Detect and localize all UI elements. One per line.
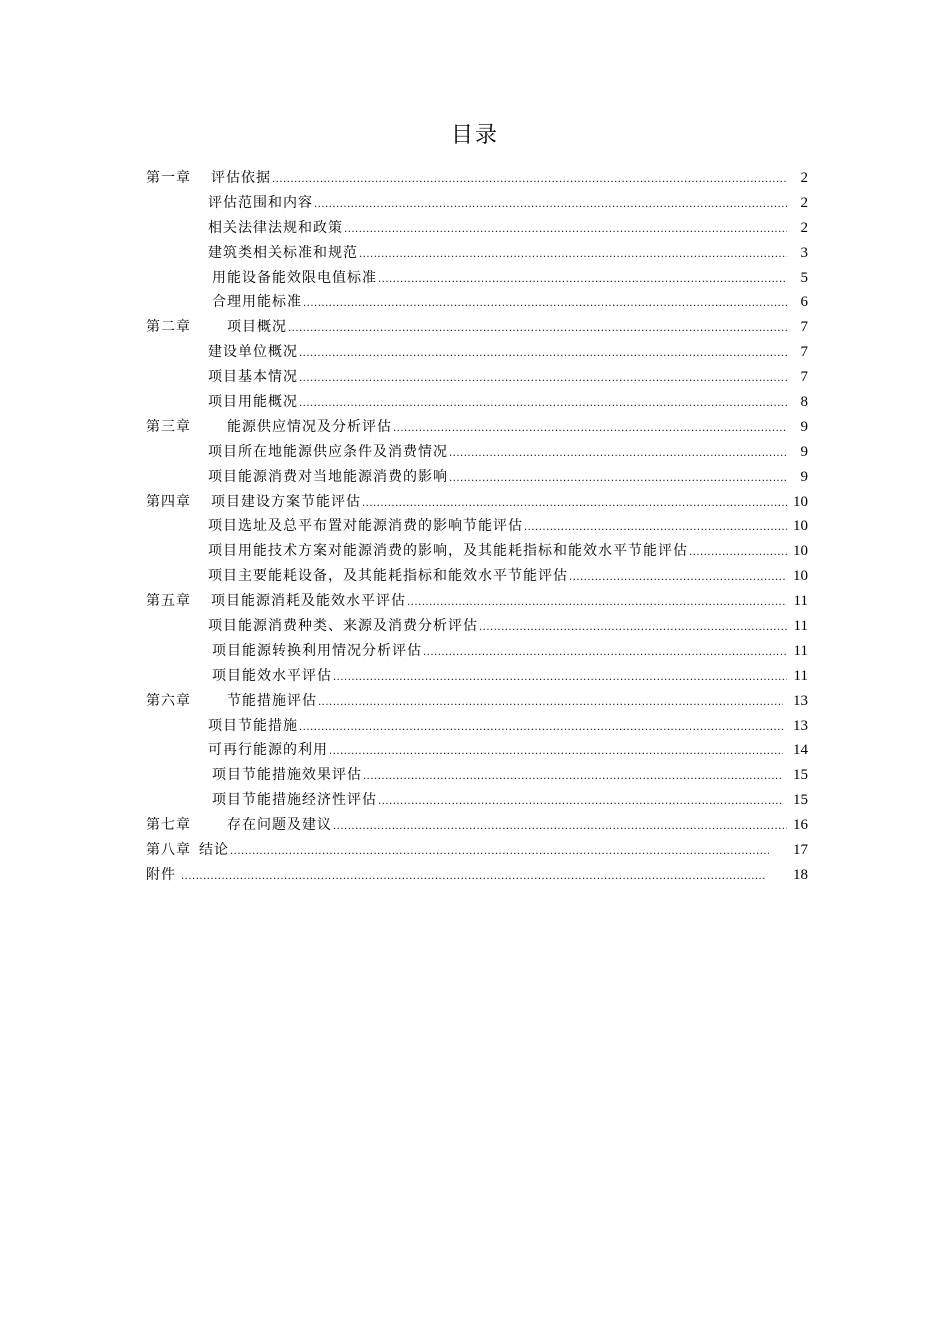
toc-entry[interactable] bbox=[146, 689, 808, 714]
toc-page-number: 14 bbox=[793, 742, 808, 759]
toc-page-number: 7 bbox=[800, 319, 808, 336]
toc-entry-title: 建设单位概况 bbox=[208, 344, 298, 361]
toc-entry[interactable] bbox=[146, 415, 808, 440]
toc-entry-label bbox=[208, 539, 688, 564]
toc-chapter-number: 第一章 bbox=[146, 170, 191, 186]
toc-entry-title: 项目所在地能源供应条件及消费情况 bbox=[208, 443, 448, 460]
toc-entry-label bbox=[208, 514, 523, 539]
toc-dot-leader bbox=[272, 168, 787, 193]
toc-chapter-number: 第三章 bbox=[146, 418, 191, 435]
toc-page-number: 13 bbox=[793, 717, 808, 734]
toc-entry-label bbox=[146, 315, 287, 340]
toc-dot-leader bbox=[407, 591, 787, 616]
toc-dot-leader bbox=[363, 765, 783, 790]
toc-page-number: 17 bbox=[793, 842, 808, 859]
toc-entry[interactable] bbox=[146, 539, 808, 564]
toc-entry[interactable] bbox=[146, 664, 808, 689]
toc-entry-title: 用能设备能效限电值标准 bbox=[212, 269, 377, 286]
toc-entry[interactable] bbox=[146, 514, 808, 539]
toc-entry-title: 项目能源消费种类、来源及消费分析评估 bbox=[208, 618, 478, 635]
toc-page-number: 6 bbox=[800, 294, 808, 311]
toc-entry[interactable] bbox=[146, 340, 808, 365]
toc-entry-label bbox=[208, 216, 343, 241]
toc-page-number: 15 bbox=[793, 767, 808, 784]
toc-entry-title: 项目基本情况 bbox=[208, 369, 298, 386]
toc-entry[interactable] bbox=[146, 465, 808, 490]
toc-dot-leader bbox=[299, 367, 787, 392]
toc-entry-label bbox=[208, 465, 448, 490]
toc-dot-leader bbox=[479, 616, 787, 641]
toc-entry[interactable] bbox=[146, 763, 808, 788]
toc-entry[interactable] bbox=[146, 589, 808, 614]
toc-entry-label bbox=[208, 564, 568, 589]
toc-dot-leader bbox=[524, 516, 787, 541]
toc-chapter-number: 附件 bbox=[146, 866, 176, 883]
toc-dot-leader bbox=[344, 218, 787, 243]
toc-entry-label bbox=[208, 440, 448, 465]
toc-entry[interactable] bbox=[146, 315, 808, 340]
toc-dot-leader bbox=[299, 716, 783, 741]
toc-chapter-number: 第五章 bbox=[146, 593, 191, 610]
toc-title: 目录 bbox=[450, 123, 499, 148]
toc-entry-label bbox=[208, 714, 298, 739]
toc-entry[interactable] bbox=[146, 440, 808, 465]
toc-page-number: 2 bbox=[800, 170, 808, 186]
toc-entry-title: 项目概况 bbox=[227, 319, 287, 336]
toc-page-number: 13 bbox=[793, 692, 808, 709]
toc-entry[interactable] bbox=[146, 564, 808, 589]
toc-dot-leader bbox=[333, 666, 787, 691]
toc-dot-leader bbox=[359, 243, 787, 268]
toc-chapter-number: 第六章 bbox=[146, 692, 191, 709]
toc-entry-label bbox=[212, 788, 377, 813]
toc-chapter-number: 第二章 bbox=[146, 319, 191, 336]
table-of-contents bbox=[146, 166, 808, 888]
toc-page-number: 10 bbox=[793, 493, 808, 510]
toc-entry-title: 相关法律法规和政策 bbox=[208, 219, 343, 236]
toc-page-number: 11 bbox=[793, 618, 808, 635]
toc-page-number: 7 bbox=[800, 344, 808, 361]
toc-entry[interactable] bbox=[146, 166, 808, 191]
toc-page-number: 10 bbox=[793, 543, 808, 560]
toc-entry[interactable] bbox=[146, 738, 808, 763]
toc-entry[interactable] bbox=[146, 490, 808, 515]
toc-entry-label bbox=[208, 614, 478, 639]
toc-page-number: 8 bbox=[800, 394, 808, 411]
toc-entry-label bbox=[208, 738, 328, 763]
toc-entry-label bbox=[146, 813, 332, 838]
toc-page-number: 9 bbox=[800, 468, 808, 485]
toc-entry-title: 项目能效水平评估 bbox=[212, 667, 332, 684]
toc-entry-title: 项目能源消费对当地能源消费的影响 bbox=[208, 468, 448, 485]
toc-chapter-number: 第四章 bbox=[146, 493, 191, 510]
toc-entry-label bbox=[146, 415, 392, 440]
toc-entry-title: 项目主要能耗设备，及其能耗指标和能效水平节能评估 bbox=[208, 568, 568, 585]
toc-page-number: 15 bbox=[793, 792, 808, 809]
toc-entry[interactable] bbox=[146, 863, 808, 888]
toc-entry[interactable] bbox=[146, 365, 808, 390]
toc-entry[interactable] bbox=[146, 838, 808, 863]
toc-entry-label bbox=[146, 166, 271, 191]
toc-entry[interactable] bbox=[146, 390, 808, 415]
toc-entry-title: 项目能源消耗及能效水平评估 bbox=[211, 593, 406, 610]
toc-entry-title: 结论 bbox=[199, 842, 229, 859]
toc-entry[interactable] bbox=[146, 290, 808, 315]
toc-entry-label bbox=[212, 266, 377, 291]
toc-entry-label bbox=[208, 390, 298, 415]
toc-entry-label bbox=[146, 589, 406, 614]
toc-entry-label bbox=[212, 290, 302, 315]
toc-dot-leader bbox=[288, 317, 787, 342]
toc-page-number: 5 bbox=[800, 269, 808, 286]
toc-entry[interactable] bbox=[146, 216, 808, 241]
toc-entry-label bbox=[146, 689, 317, 714]
toc-page-number: 11 bbox=[793, 593, 808, 610]
toc-entry-label bbox=[208, 340, 298, 365]
toc-dot-leader bbox=[393, 417, 787, 442]
toc-page-number: 10 bbox=[793, 518, 808, 535]
toc-entry-title: 建筑类相关标准和规范 bbox=[208, 244, 358, 261]
toc-entry[interactable] bbox=[146, 813, 808, 838]
toc-entry-title: 评估依据 bbox=[211, 170, 271, 186]
toc-entry[interactable] bbox=[146, 714, 808, 739]
toc-entry-title: 能源供应情况及分析评估 bbox=[227, 418, 392, 435]
toc-dot-leader bbox=[299, 392, 787, 417]
toc-page-number: 2 bbox=[800, 219, 808, 236]
toc-page-number: 10 bbox=[793, 568, 808, 585]
toc-dot-leader bbox=[230, 840, 769, 865]
toc-entry[interactable] bbox=[146, 639, 808, 664]
toc-entry-title: 项目节能措施经济性评估 bbox=[212, 792, 377, 809]
toc-entry-label bbox=[146, 863, 180, 888]
toc-entry-label bbox=[208, 241, 358, 266]
toc-page-number: 2 bbox=[800, 194, 808, 211]
toc-entry-label bbox=[208, 365, 298, 390]
toc-entry[interactable] bbox=[146, 266, 808, 291]
toc-entry-title: 项目节能措施 bbox=[208, 717, 298, 734]
toc-page-number: 18 bbox=[793, 866, 808, 883]
toc-entry-title: 项目建设方案节能评估 bbox=[211, 493, 361, 510]
toc-dot-leader bbox=[362, 492, 787, 517]
toc-entry-title: 节能措施评估 bbox=[227, 692, 317, 709]
toc-entry-title: 合理用能标准 bbox=[212, 294, 302, 311]
toc-chapter-number: 第八章 bbox=[146, 842, 191, 859]
toc-entry[interactable] bbox=[146, 788, 808, 813]
toc-page-number: 7 bbox=[800, 369, 808, 386]
toc-dot-leader bbox=[378, 268, 787, 293]
toc-entry-label bbox=[212, 763, 362, 788]
toc-dot-leader bbox=[314, 193, 787, 218]
toc-dot-leader bbox=[449, 467, 787, 492]
toc-dot-leader bbox=[299, 342, 787, 367]
toc-entry[interactable] bbox=[146, 241, 808, 266]
toc-dot-leader bbox=[689, 541, 787, 566]
toc-page-number: 11 bbox=[793, 642, 808, 659]
toc-entry-label bbox=[208, 191, 313, 216]
toc-entry-title: 评估范围和内容 bbox=[208, 194, 313, 211]
toc-page-number: 16 bbox=[793, 817, 808, 834]
toc-dot-leader bbox=[303, 292, 787, 317]
toc-entry-label bbox=[146, 490, 361, 515]
toc-page-number: 9 bbox=[800, 418, 808, 435]
toc-entry-title: 项目能源转换利用情况分析评估 bbox=[212, 642, 422, 659]
toc-entry[interactable] bbox=[146, 191, 808, 216]
toc-entry-label bbox=[212, 664, 332, 689]
toc-entry-title: 存在问题及建议 bbox=[227, 817, 332, 834]
toc-entry[interactable] bbox=[146, 614, 808, 639]
toc-dot-leader bbox=[378, 790, 783, 815]
toc-dot-leader bbox=[423, 641, 787, 666]
toc-entry-label bbox=[146, 838, 229, 863]
toc-entry-title: 项目节能措施效果评估 bbox=[212, 767, 362, 784]
toc-page-number: 11 bbox=[793, 667, 808, 684]
toc-dot-leader bbox=[569, 566, 787, 591]
toc-entry-title: 项目用能技术方案对能源消费的影响，及其能耗指标和能效水平节能评估 bbox=[208, 543, 688, 560]
toc-page-number: 9 bbox=[800, 443, 808, 460]
toc-dot-leader bbox=[318, 691, 783, 716]
toc-entry-label bbox=[212, 639, 422, 664]
toc-dot-leader bbox=[333, 815, 787, 840]
toc-entry-title: 项目用能概况 bbox=[208, 394, 298, 411]
toc-page-number: 3 bbox=[800, 244, 808, 261]
toc-entry-title: 可再行能源的利用 bbox=[208, 742, 328, 759]
toc-chapter-number: 第七章 bbox=[146, 817, 191, 834]
toc-dot-leader bbox=[329, 740, 783, 765]
toc-dot-leader bbox=[449, 442, 787, 467]
toc-dot-leader bbox=[181, 865, 765, 890]
toc-entry-title: 项目选址及总平布置对能源消费的影响节能评估 bbox=[208, 518, 523, 535]
